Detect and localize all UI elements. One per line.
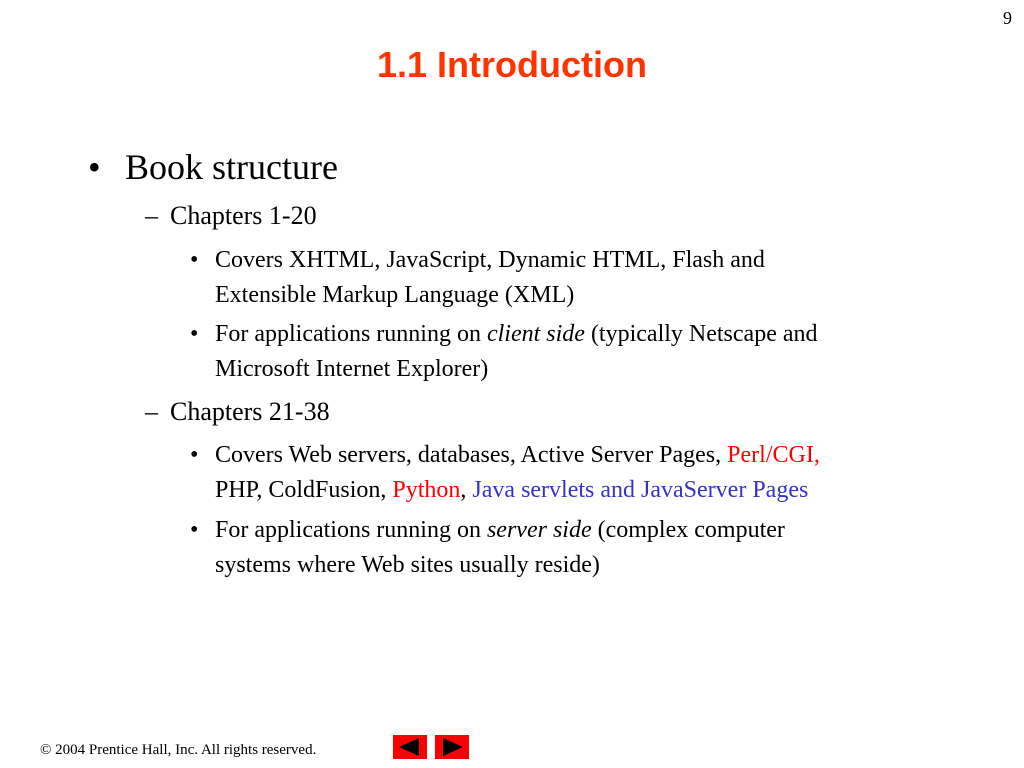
bullet-icon: • <box>190 517 199 543</box>
section2-item1-line2 <box>215 473 820 508</box>
prev-slide-button[interactable] <box>393 735 427 759</box>
section2-item2-pre: For applications running on <box>215 517 487 543</box>
section2-heading: Chapters 21-38 <box>170 397 330 426</box>
section1-heading: Chapters 1-20 <box>170 201 317 230</box>
right-arrow-icon <box>435 735 469 759</box>
dash-icon: – <box>145 201 158 230</box>
bullet-icon: • <box>190 247 199 273</box>
bullet-icon: • <box>190 321 199 347</box>
section2-item2-post: (complex computer <box>591 517 785 543</box>
section2-item1-line1 <box>215 438 820 473</box>
section2-item1 <box>215 438 820 508</box>
next-slide-button[interactable] <box>435 735 469 759</box>
section2-item2-line1 <box>215 513 785 548</box>
bullet-icon: • <box>190 442 199 468</box>
dash-icon: – <box>145 397 158 426</box>
section2-item1-line2-pre: PHP, ColdFusion, <box>215 477 393 503</box>
copyright-footer: © 2004 Prentice Hall, Inc. All rights reserved. <box>40 742 317 758</box>
section1-item1-line1: Covers XHTML, JavaScript, Dynamic HTML, Flash and <box>215 247 765 273</box>
section1-item2 <box>215 317 818 387</box>
section2-item2-em: server side <box>486 517 592 543</box>
section1-item1-line2: Extensible Markup Language (XML) <box>215 282 575 308</box>
comma-text: , <box>460 477 473 503</box>
section1-item2-em: client side <box>486 321 585 347</box>
section1-item2-pre: For applications running on <box>215 321 487 347</box>
section2-item1-pre: Covers Web servers, databases, Active Server Pages, <box>215 442 728 468</box>
bullet-icon: • <box>88 147 101 187</box>
python-text: Python <box>392 477 461 503</box>
level1-text: Book structure <box>125 147 338 187</box>
section1-item2-post: (typically Netscape and <box>584 321 818 347</box>
section1-item1 <box>215 243 765 313</box>
section1-item2-line1 <box>215 317 818 352</box>
section1-item2-line2: Microsoft Internet Explorer) <box>215 356 489 382</box>
section2-item2 <box>215 513 785 583</box>
section2-item2-line2: systems where Web sites usually reside) <box>215 552 600 578</box>
left-arrow-icon <box>393 735 427 759</box>
page-number: 9 <box>1003 8 1012 28</box>
perl-cgi-text: Perl/CGI, <box>727 442 820 468</box>
java-servlets-text: Java servlets and JavaServer Pages <box>472 477 809 503</box>
slide-title: 1.1 Introduction <box>377 44 647 85</box>
